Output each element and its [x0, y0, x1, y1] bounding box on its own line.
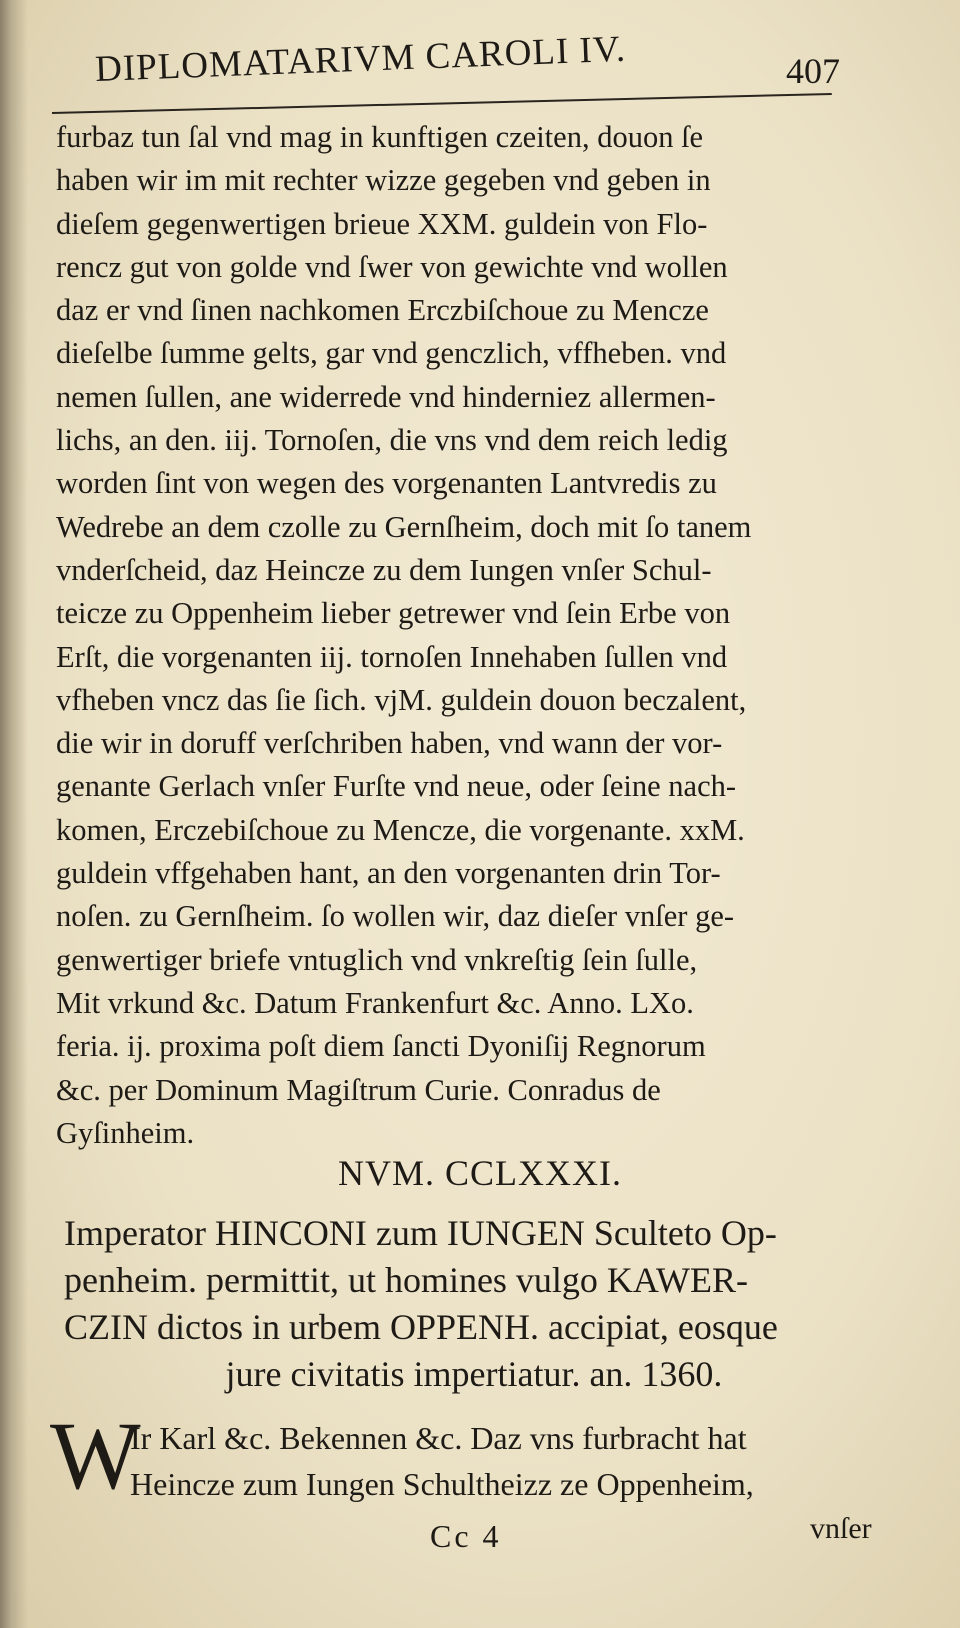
summary-line: CZIN dictos in urbem OPPENH. accipiat, eosque [64, 1307, 778, 1347]
summary-line: jure civitatis impertiatur. an. 1360. [225, 1354, 723, 1394]
summary-line: Imperator HINCONI zum IUNGEN Sculteto Op- [64, 1213, 777, 1253]
text-line: komen, Erczebiſchoue zu Mencze, die vorgenante. xxM. [56, 812, 745, 847]
text-line: die wir in doruff verſchriben haben, vnd wann der vor- [56, 726, 723, 761]
summary-line: penheim. permittit, ut homines vulgo KAWER- [64, 1260, 749, 1300]
running-head [94, 28, 840, 102]
text-line: Wedrebe an dem czolle zu Gernſheim, doch mit ſo tanem [56, 509, 752, 544]
running-head-title: DIPLOMATARIVM CAROLI IV. [94, 28, 627, 91]
signature-mark: Cc 4 [430, 1518, 502, 1554]
text-line: feria. ij. proxima poſt diem ſancti Dyoniſij Regnorum [56, 1029, 706, 1064]
document-number-heading: NVM. CCLXXXI. [337, 1153, 622, 1193]
text-line: guldein vffgehaben hant, an den vorgenanten drin Tor- [56, 856, 721, 891]
text-line: Gyſinheim. [56, 1115, 195, 1150]
text-line: rencz gut von golde vnd ſwer von gewichte vnd wollen [56, 249, 728, 284]
opening-line: Heincze zum Iungen Schultheizz ze Oppenheim, [130, 1466, 754, 1502]
text-line: Mit vrkund &c. Datum Frankenfurt &c. Anno. LXo. [56, 985, 694, 1020]
document-opening [50, 1402, 890, 1509]
opening-line: Ir Karl &c. Bekennen &c. Daz vns furbracht hat [130, 1420, 747, 1456]
text-line: genwertiger briefe vntuglich vnd vnkreſtig ſein ſulle, [56, 942, 698, 977]
page-number: 407 [786, 51, 840, 91]
text-line: worden ſint von wegen des vorgenanten Lantvredis zu [56, 466, 717, 501]
text-line: haben wir im mit rechter wizze gegeben vnd geben in [56, 163, 711, 198]
text-line: lichs, an den. iij. Tornoſen, die vns vnd dem reich ledig [56, 423, 728, 458]
catchword: vnſer [810, 1512, 872, 1545]
text-line: nemen ſullen, ane widerrede vnd hinderniez allermen- [56, 379, 716, 414]
text-line: genante Gerlach vnſer Furſte vnd neue, oder ſeine nach- [56, 769, 737, 804]
text-line: Erſt, die vorgenanten iij. tornoſen Innehaben ſullen vnd [56, 639, 728, 674]
text-line: vfheben vncz das ſie ſich. vjM. guldein douon beczalent, [56, 682, 747, 717]
page-gutter-shadow [0, 0, 28, 1628]
text-line: dieſem gegenwertigen brieue XXM. guldein von Flo- [56, 206, 708, 241]
charter-text [56, 116, 846, 1155]
text-line: daz er vnd ſinen nachkomen Erczbiſchoue zu Mencze [56, 293, 709, 328]
drop-cap: W [50, 1402, 141, 1509]
text-line: &c. per Dominum Magiſtrum Curie. Conradus de [56, 1072, 661, 1107]
text-line: teicze zu Oppenheim lieber getrewer vnd ſein Erbe von [56, 596, 731, 631]
text-line: noſen. zu Gernſheim. ſo wollen wir, daz dieſer vnſer ge- [56, 899, 735, 934]
text-line: vnderſcheid, daz Heincze zu dem Iungen vnſer Schul- [56, 552, 712, 587]
document-summary [64, 1210, 884, 1398]
text-line: dieſelbe ſumme gelts, gar vnd genczlich, vffheben. vnd [56, 336, 727, 371]
text-line: furbaz tun ſal vnd mag in kunftigen czeiten, douon ſe [56, 120, 704, 154]
